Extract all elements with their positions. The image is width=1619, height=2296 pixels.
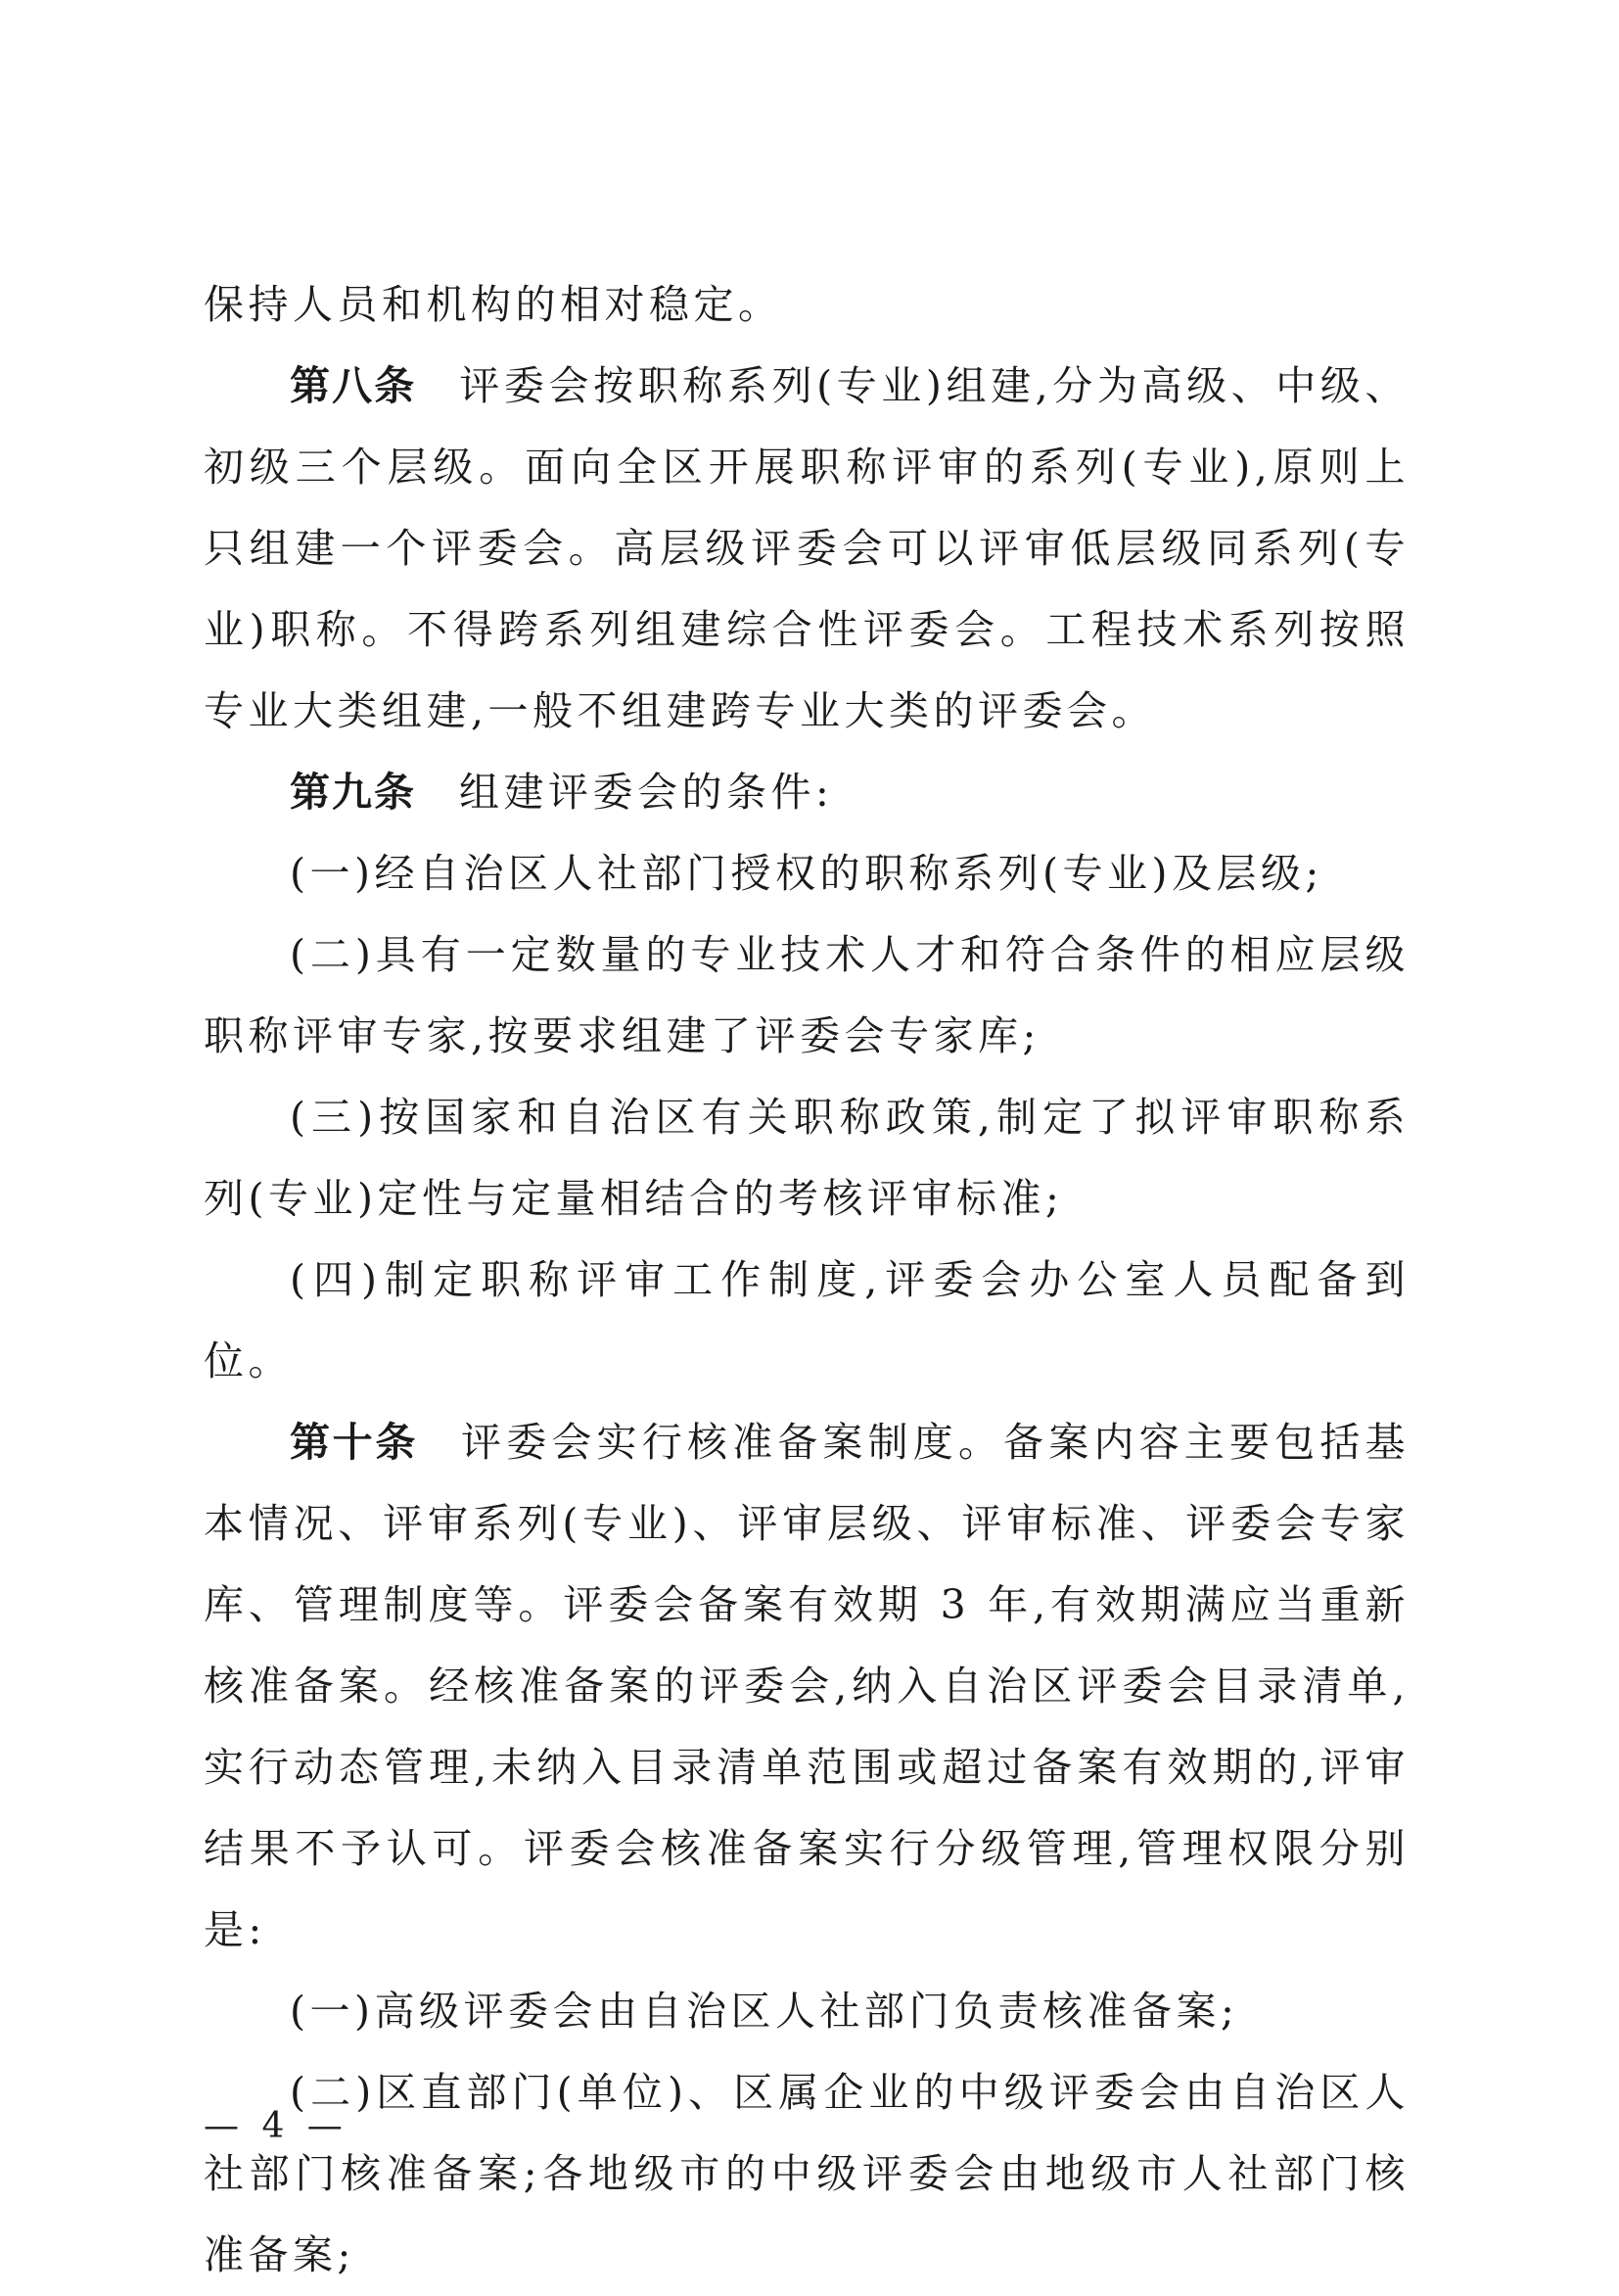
article-9-item-3: (三)按国家和自治区有关职称政策,制定了拟评审职称系列(专业)定性与定量相结合的考核评审标准;: [204, 1094, 1410, 1222]
article-10-item-1: (一)高级评委会由自治区人社部门负责核准备案;: [290, 1988, 1239, 2035]
continuation-paragraph: 保持人员和机构的相对稳定。: [204, 281, 783, 328]
article-9-heading: 第九条: [290, 769, 416, 816]
page-number: — 4 —: [204, 2106, 348, 2146]
article-10-body: 评委会实行核准备案制度。备案内容主要包括基本情况、评审系列(专业)、评审层级、评审标准、评委会专家库、管理制度等。评委会备案有效期 3 年,有效期满应当重新核准备案。经核准备案的评委会,纳入自治区评委会目录清单,实行动态管理,未纳入目录清单范围或超过备案有效期的,评审结果不予认可。评委会核准备案实行分级管理,管理权限分别是:: [204, 1419, 1411, 1953]
article-8-heading: 第八条: [290, 362, 417, 409]
article-9-paragraph: [204, 752, 1410, 833]
article-9-body: 组建评委会的条件:: [459, 769, 834, 816]
article-8-paragraph: [204, 346, 1410, 752]
article-10-item-2: (二)区直部门(单位)、区属企业的中级评委会由自治区人社部门核准备案;各地级市的中级评委会由地级市人社部门核准备案;: [204, 2069, 1410, 2278]
article-8-body: 评委会按职称系列(专业)组建,分为高级、中级、初级三个层级。面向全区开展职称评审的系列(专业),原则上只组建一个评委会。高层级评委会可以评审低层级同系列(专业)职称。不得跨系列组建综合性评委会。工程技术系列按照专业大类组建,一般不组建跨专业大类的评委会。: [204, 362, 1410, 734]
article-9-item-2: (二)具有一定数量的专业技术人才和符合条件的相应层级职称评审专家,按要求组建了评委会专家库;: [204, 931, 1410, 1059]
article-10-paragraph: [204, 1402, 1410, 1971]
article-9-item-4: (四)制定职称评审工作制度,评委会办公室人员配备到位。: [204, 1256, 1410, 1384]
article-9-item-1: (一)经自治区人社部门授权的职称系列(专业)及层级;: [290, 850, 1323, 897]
article-10-heading: 第十条: [290, 1419, 419, 1466]
document-body: [204, 264, 1410, 2296]
